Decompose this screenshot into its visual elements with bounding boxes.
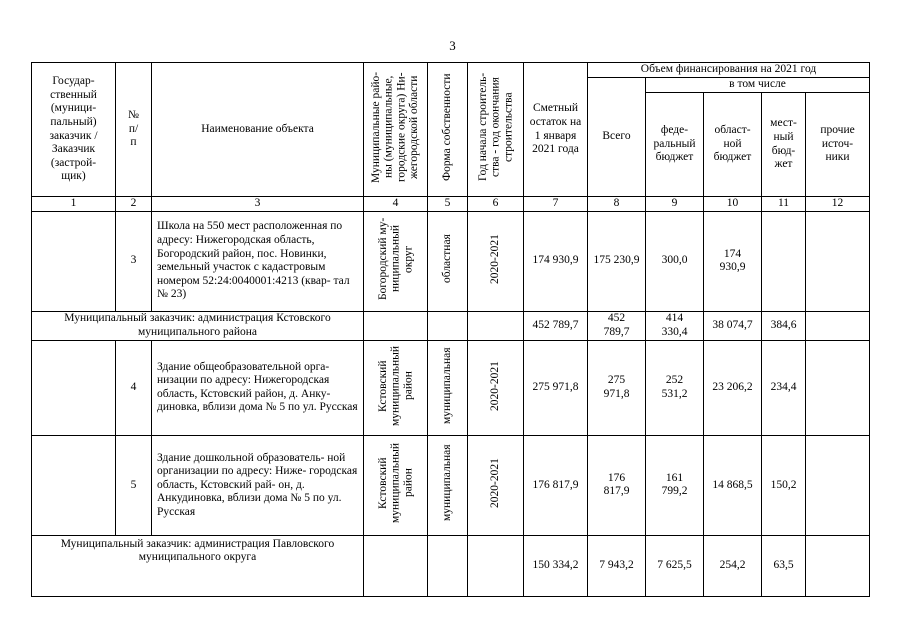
- federal-cell: 300,0: [646, 211, 704, 311]
- federal-cell: 414 330,4: [646, 311, 704, 340]
- ownership-cell: муниципальная: [428, 436, 468, 536]
- header-other: прочие источ- ники: [806, 93, 870, 197]
- header-customer: Государ- ственный (муници- пальный) заказчик /Заказчик (застрой- щик): [32, 63, 116, 197]
- header-total: Всего: [588, 78, 646, 197]
- table-row-5: [32, 436, 870, 536]
- balance-cell: 150 334,2: [524, 535, 588, 596]
- regional-cell: 23 206,2: [704, 340, 762, 436]
- header-federal: феде- ральный бюджет: [646, 93, 704, 197]
- balance-cell: 275 971,8: [524, 340, 588, 436]
- header-ownership: Форма собственности: [428, 63, 468, 197]
- object-name: Здание дошкольной образователь- ной организации по адресу: Ниже- городская область, Кстовский рай- он, д. Анкудиновка, вблизи дома № 5 по ул. Русская: [152, 436, 364, 536]
- other-cell: [806, 211, 870, 311]
- customer-cell: [32, 211, 116, 311]
- total-cell: 175 230,9: [588, 211, 646, 311]
- header-local: мест- ный бюд- жет: [762, 93, 806, 197]
- district-cell: [364, 535, 428, 596]
- header-years: Год начала строитель- ства - год окончания строительства: [468, 63, 524, 197]
- header-regional: област- ной бюджет: [704, 93, 762, 197]
- header-subgroup: в том числе: [646, 78, 870, 93]
- column-number: 3: [152, 197, 364, 212]
- row-number: 3: [116, 211, 152, 311]
- balance-cell: 174 930,9: [524, 211, 588, 311]
- local-cell: 63,5: [762, 535, 806, 596]
- years-cell: [468, 311, 524, 340]
- district-cell: Богородский му- ниципальный округ: [364, 211, 428, 311]
- column-number: 1: [32, 197, 116, 212]
- column-number: 5: [428, 197, 468, 212]
- table-row-4: [32, 340, 870, 436]
- federal-cell: 252 531,2: [646, 340, 704, 436]
- column-number: 6: [468, 197, 524, 212]
- header-row-1: [32, 63, 870, 78]
- customer-cell: [32, 436, 116, 536]
- other-cell: [806, 535, 870, 596]
- ownership-cell: муниципальная: [428, 340, 468, 436]
- regional-cell: 14 868,5: [704, 436, 762, 536]
- other-cell: [806, 340, 870, 436]
- total-cell: 452 789,7: [588, 311, 646, 340]
- column-number: 11: [762, 197, 806, 212]
- column-numbers-row: [32, 197, 870, 212]
- years-cell: 2020-2021: [468, 211, 524, 311]
- customer-label: Муниципальный заказчик: администрация Кстовского муниципального района: [32, 311, 364, 340]
- local-cell: [762, 211, 806, 311]
- table-row-3: [32, 211, 870, 311]
- object-name: Здание общеобразовательной орга- низации по адресу: Нижегородская область, Кстовский район, д. Анку- диновка, вблизи дома № 5 по ул. Русская: [152, 340, 364, 436]
- years-cell: 2020-2021: [468, 436, 524, 536]
- balance-cell: 452 789,7: [524, 311, 588, 340]
- row-number: 4: [116, 340, 152, 436]
- customer-cell: [32, 340, 116, 436]
- district-cell: Кстовский муниципальный район: [364, 340, 428, 436]
- federal-cell: 161 799,2: [646, 436, 704, 536]
- customer-label: Муниципальный заказчик: администрация Павловского муниципального округа: [32, 535, 364, 596]
- local-cell: 150,2: [762, 436, 806, 536]
- column-number: 8: [588, 197, 646, 212]
- header-funding-group: Объем финансирования на 2021 год: [588, 63, 870, 78]
- column-number: 4: [364, 197, 428, 212]
- district-cell: Кстовский муниципальный район: [364, 436, 428, 536]
- total-cell: 7 943,2: [588, 535, 646, 596]
- local-cell: 384,6: [762, 311, 806, 340]
- customer-row-kstovo: [32, 311, 870, 340]
- column-number: 10: [704, 197, 762, 212]
- column-number: 7: [524, 197, 588, 212]
- ownership-cell: областная: [428, 211, 468, 311]
- header-balance: Сметный остаток на 1 января 2021 года: [524, 63, 588, 197]
- federal-cell: 7 625,5: [646, 535, 704, 596]
- header-number: № п/п: [116, 63, 152, 197]
- regional-cell: 254,2: [704, 535, 762, 596]
- customer-row-pavlovo: [32, 535, 870, 596]
- regional-cell: 38 074,7: [704, 311, 762, 340]
- total-cell: 275 971,8: [588, 340, 646, 436]
- total-cell: 176 817,9: [588, 436, 646, 536]
- other-cell: [806, 311, 870, 340]
- years-cell: [468, 535, 524, 596]
- column-number: 9: [646, 197, 704, 212]
- years-cell: 2020-2021: [468, 340, 524, 436]
- regional-cell: 174 930,9: [704, 211, 762, 311]
- column-number: 12: [806, 197, 870, 212]
- header-object-name: Наименование объекта: [152, 63, 364, 197]
- ownership-cell: [428, 311, 468, 340]
- balance-cell: 176 817,9: [524, 436, 588, 536]
- ownership-cell: [428, 535, 468, 596]
- object-name: Школа на 550 мест расположенная по адресу: Нижегородская область, Богородский район, пос. Новинки, земельный участок с кадастровым номером 52:24:0040001:4213 (квар- тал № 23): [152, 211, 364, 311]
- financing-table: [31, 62, 870, 597]
- header-district: Муниципальные райо- ны (муниципальные, городские округа) Ни- жегородской области: [364, 63, 428, 197]
- district-cell: [364, 311, 428, 340]
- local-cell: 234,4: [762, 340, 806, 436]
- column-number: 2: [116, 197, 152, 212]
- page-number: 3: [449, 38, 456, 53]
- row-number: 5: [116, 436, 152, 536]
- other-cell: [806, 436, 870, 536]
